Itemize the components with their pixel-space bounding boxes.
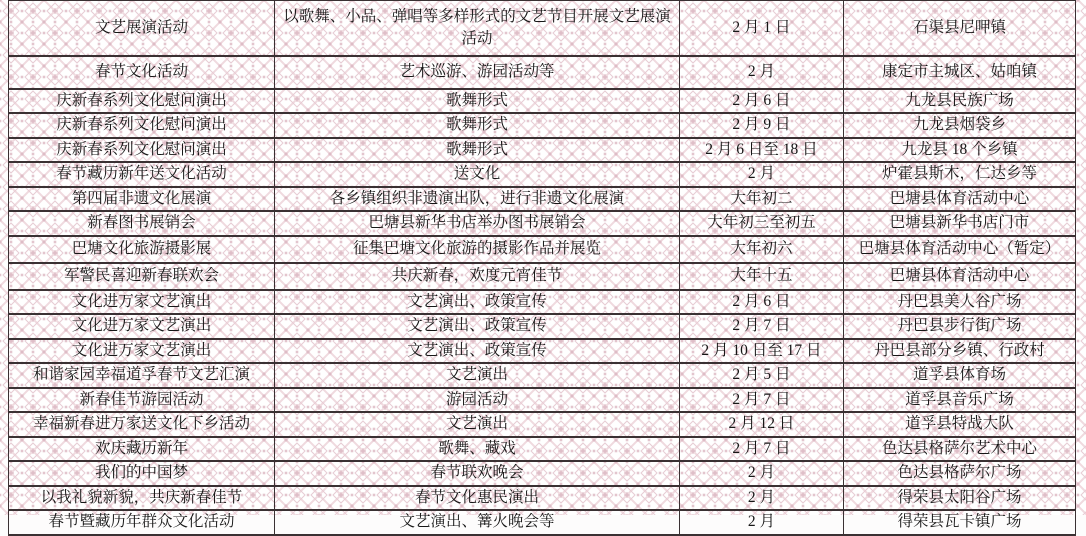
cell-date: 2 月 6 日 bbox=[680, 290, 844, 314]
cell-date: 大年初三至初五 bbox=[680, 211, 844, 235]
table-row bbox=[9, 412, 1076, 436]
schedule-table-body bbox=[9, 0, 1076, 535]
table-row bbox=[9, 56, 1076, 89]
cell-description: 歌舞形式 bbox=[275, 138, 680, 162]
cell-location: 九龙县 18 个乡镇 bbox=[844, 138, 1076, 162]
table-row bbox=[9, 388, 1076, 412]
cell-date: 大年初六 bbox=[680, 236, 844, 263]
cell-activity: 新春图书展销会 bbox=[9, 211, 275, 235]
cell-description: 各乡镇组织非遗演出队，进行非遗文化展演 bbox=[275, 187, 680, 211]
cell-activity: 新春佳节游园活动 bbox=[9, 388, 275, 412]
cell-activity: 庆新春系列文化慰问演出 bbox=[9, 138, 275, 162]
cell-description: 歌舞、藏戏 bbox=[275, 437, 680, 461]
cell-location: 道孚县体育场 bbox=[844, 363, 1076, 387]
cell-location: 得荣县瓦卡镇广场 bbox=[844, 510, 1076, 534]
cell-date: 2 月 bbox=[680, 162, 844, 186]
cell-description: 春节文化惠民演出 bbox=[275, 486, 680, 510]
table-row bbox=[9, 263, 1076, 290]
cell-activity: 第四届非遗文化展演 bbox=[9, 187, 275, 211]
cell-description: 文艺演出 bbox=[275, 363, 680, 387]
cell-description: 春节联欢晚会 bbox=[275, 461, 680, 485]
cell-date: 2 月 9 日 bbox=[680, 113, 844, 137]
cell-location: 巴塘县体育活动中心 bbox=[844, 263, 1076, 290]
cell-activity: 军警民喜迎新春联欢会 bbox=[9, 263, 275, 290]
cell-description: 文艺演出、政策宣传 bbox=[275, 290, 680, 314]
table-row bbox=[9, 236, 1076, 263]
table-row bbox=[9, 211, 1076, 235]
cell-activity: 以我礼貌新貌，共庆新春佳节 bbox=[9, 486, 275, 510]
table-row bbox=[9, 486, 1076, 510]
cell-date: 2 月 5 日 bbox=[680, 363, 844, 387]
cell-location: 丹巴县部分乡镇、行政村 bbox=[844, 339, 1076, 363]
cell-date: 2 月 bbox=[680, 510, 844, 534]
cell-location: 丹巴县步行街广场 bbox=[844, 314, 1076, 338]
table-row bbox=[9, 363, 1076, 387]
cell-location: 道孚县特战大队 bbox=[844, 412, 1076, 436]
cell-date: 2 月 7 日 bbox=[680, 437, 844, 461]
cell-activity: 文化进万家文艺演出 bbox=[9, 314, 275, 338]
cell-description: 艺术巡游、游园活动等 bbox=[275, 56, 680, 89]
cell-description: 征集巴塘文化旅游的摄影作品并展览 bbox=[275, 236, 680, 263]
cell-date: 2 月 bbox=[680, 461, 844, 485]
table-row bbox=[9, 510, 1076, 534]
cell-location: 九龙县烟袋乡 bbox=[844, 113, 1076, 137]
table-row bbox=[9, 113, 1076, 137]
cell-activity: 文化进万家文艺演出 bbox=[9, 290, 275, 314]
cell-description: 送文化 bbox=[275, 162, 680, 186]
cell-date: 2 月 bbox=[680, 486, 844, 510]
cell-date: 2 月 7 日 bbox=[680, 314, 844, 338]
cell-description: 游园活动 bbox=[275, 388, 680, 412]
table-row bbox=[9, 89, 1076, 113]
table-row bbox=[9, 0, 1076, 56]
cell-date: 大年初二 bbox=[680, 187, 844, 211]
cell-date: 2 月 12 日 bbox=[680, 412, 844, 436]
cell-location: 石渠县尼呷镇 bbox=[844, 0, 1076, 56]
cell-location: 巴塘县新华书店门市 bbox=[844, 211, 1076, 235]
table-row bbox=[9, 138, 1076, 162]
cell-date: 2 月 bbox=[680, 56, 844, 89]
cell-description: 文艺演出、政策宣传 bbox=[275, 314, 680, 338]
cell-date: 大年十五 bbox=[680, 263, 844, 290]
cell-location: 巴塘县体育活动中心（暂定） bbox=[844, 236, 1076, 263]
cell-activity: 我们的中国梦 bbox=[9, 461, 275, 485]
cell-activity: 文艺展演活动 bbox=[9, 0, 275, 56]
cell-activity: 春节暨藏历年群众文化活动 bbox=[9, 510, 275, 534]
cell-location: 色达县格萨尔艺术中心 bbox=[844, 437, 1076, 461]
cell-activity: 幸福新春进万家送文化下乡活动 bbox=[9, 412, 275, 436]
table-row bbox=[9, 339, 1076, 363]
cell-activity: 春节藏历新年送文化活动 bbox=[9, 162, 275, 186]
cell-description: 共庆新春，欢度元宵佳节 bbox=[275, 263, 680, 290]
table-row bbox=[9, 437, 1076, 461]
cell-date: 2 月 1 日 bbox=[680, 0, 844, 56]
table-row bbox=[9, 162, 1076, 186]
cell-description: 歌舞形式 bbox=[275, 89, 680, 113]
cell-activity: 欢庆藏历新年 bbox=[9, 437, 275, 461]
cell-activity: 巴塘文化旅游摄影展 bbox=[9, 236, 275, 263]
cell-date: 2 月 10 日至 17 日 bbox=[680, 339, 844, 363]
cell-activity: 庆新春系列文化慰问演出 bbox=[9, 113, 275, 137]
cell-location: 九龙县民族广场 bbox=[844, 89, 1076, 113]
cell-location: 炉霍县斯木，仁达乡等 bbox=[844, 162, 1076, 186]
cell-activity: 和谐家园幸福道孚春节文艺汇演 bbox=[9, 363, 275, 387]
activities-schedule-table bbox=[8, 0, 1076, 536]
cell-description: 歌舞形式 bbox=[275, 113, 680, 137]
cell-activity: 庆新春系列文化慰问演出 bbox=[9, 89, 275, 113]
cell-description: 以歌舞、小品、弹唱等多样形式的文艺节目开展文艺展演活动 bbox=[275, 0, 680, 56]
cell-date: 2 月 6 日 bbox=[680, 89, 844, 113]
cell-description: 文艺演出 bbox=[275, 412, 680, 436]
cell-description: 文艺演出、篝火晚会等 bbox=[275, 510, 680, 534]
cell-location: 巴塘县体育活动中心 bbox=[844, 187, 1076, 211]
cell-description: 文艺演出、政策宣传 bbox=[275, 339, 680, 363]
cell-date: 2 月 6 日至 18 日 bbox=[680, 138, 844, 162]
cell-location: 色达县格萨尔广场 bbox=[844, 461, 1076, 485]
cell-activity: 春节文化活动 bbox=[9, 56, 275, 89]
cell-activity: 文化进万家文艺演出 bbox=[9, 339, 275, 363]
cell-date: 2 月 7 日 bbox=[680, 388, 844, 412]
cell-location: 康定市主城区、姑咱镇 bbox=[844, 56, 1076, 89]
cell-description: 巴塘县新华书店举办图书展销会 bbox=[275, 211, 680, 235]
cell-location: 道孚县音乐广场 bbox=[844, 388, 1076, 412]
table-row bbox=[9, 290, 1076, 314]
table-row bbox=[9, 461, 1076, 485]
cell-location: 丹巴县美人谷广场 bbox=[844, 290, 1076, 314]
table-row bbox=[9, 314, 1076, 338]
table-row bbox=[9, 187, 1076, 211]
cell-location: 得荣县太阳谷广场 bbox=[844, 486, 1076, 510]
